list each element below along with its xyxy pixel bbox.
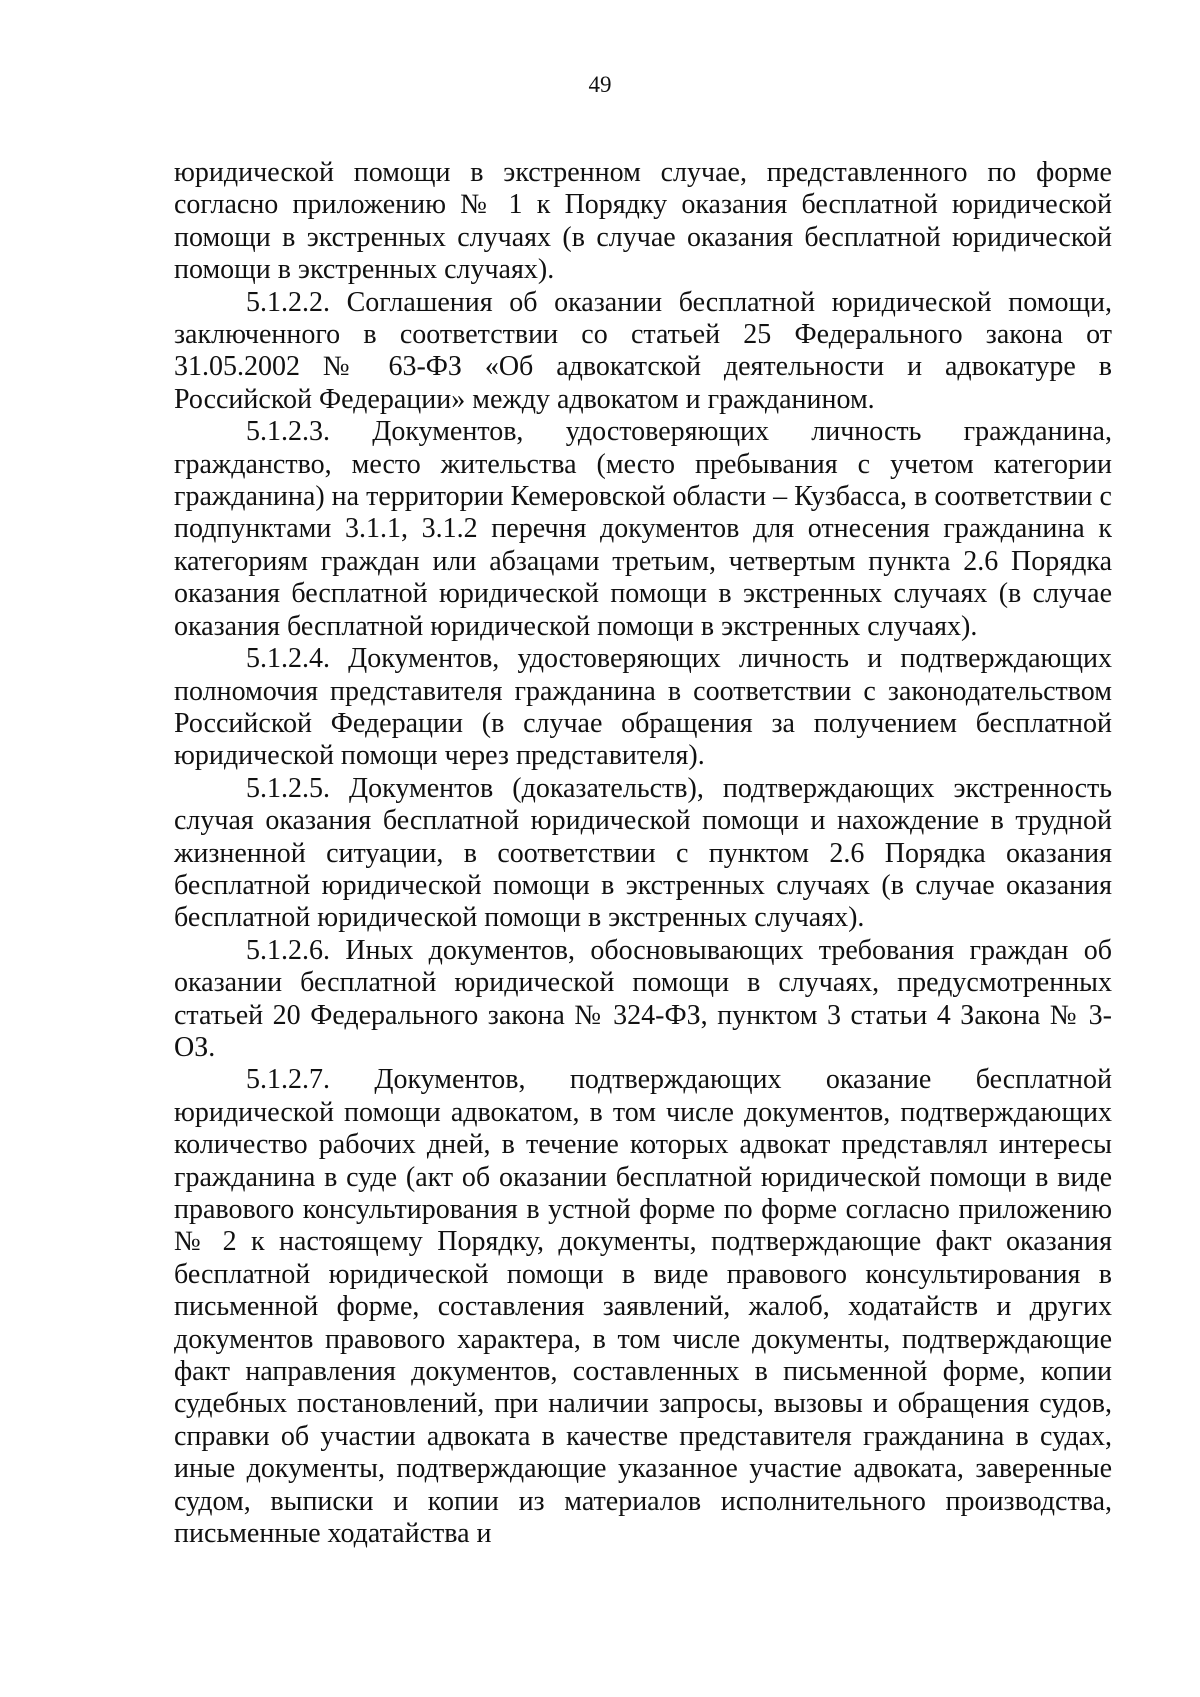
document-body	[174, 157, 1112, 1550]
paragraph-5-1-2-2: 5.1.2.2. Соглашения об оказании бесплатной юридической помощи, заключенного в соответствии со статьей 25 Федерального закона от 31.05.2002 № 63-ФЗ «Об адвокатской деятельности и адвокатуре в Российской Федерации» между адвокатом и гражданином.	[174, 286, 1112, 415]
paragraph-5-1-2-4: 5.1.2.4. Документов, удостоверяющих личность и подтверждающих полномочия представителя гражданина в соответствии с законодательством Российской Федерации (в случае обращения за получением бесплатной юридической помощи через представителя).	[174, 643, 1112, 772]
page-number: 49	[588, 72, 612, 97]
paragraph-5-1-2-5: 5.1.2.5. Документов (доказательств), подтверждающих экстренность случая оказания бесплатной юридической помощи и нахождение в трудной жизненной ситуации, в соответствии с пунктом 2.6 Порядка оказания бесплатной юридической помощи в экстренных случаях (в случае оказания бесплатной юридической помощи в экстренных случаях).	[174, 772, 1112, 934]
paragraph-5-1-2-6: 5.1.2.6. Иных документов, обосновывающих требования граждан об оказании бесплатной юридической помощи в случаях, предусмотренных статьей 20 Федерального закона № 324-ФЗ, пунктом 3 статьи 4 Закона № 3-ОЗ.	[174, 934, 1112, 1063]
paragraph-5-1-2-7: 5.1.2.7. Документов, подтверждающих оказание бесплатной юридической помощи адвокатом, в том числе документов, подтверждающих количество рабочих дней, в течение которых адвокат представлял интересы гражданина в суде (акт об оказании бесплатной юридической помощи в виде правового консультирования в устной форме по форме согласно приложению № 2 к настоящему Порядку, документы, подтверждающие факт оказания бесплатной юридической помощи в виде правового консультирования в письменной форме, составления заявлений, жалоб, ходатайств и других документов правового характера, в том числе документы, подтверждающие факт направления документов, составленных в письменной форме, копии судебных постановлений, при наличии запросы, вызовы и обращения судов, справки об участии адвоката в качестве представителя гражданина в судах, иные документы, подтверждающие указанное участие адвоката, заверенные судом, выписки и копии из материалов исполнительного производства, письменные ходатайства и	[174, 1064, 1112, 1550]
paragraph-5-1-2-3: 5.1.2.3. Документов, удостоверяющих личность гражданина, гражданство, место жительства (место пребывания с учетом категории гражданина) на территории Кемеровской области – Кузбасса, в соответствии с подпунктами 3.1.1, 3.1.2 перечня документов для отнесения гражданина к категориям граждан или абзацами третьим, четвертым пункта 2.6 Порядка оказания бесплатной юридической помощи в экстренных случаях (в случае оказания бесплатной юридической помощи в экстренных случаях).	[174, 416, 1112, 642]
paragraph-continuation: юридической помощи в экстренном случае, представленного по форме согласно приложению № 1 к Порядку оказания бесплатной юридической помощи в экстренных случаях (в случае оказания бесплатной юридической помощи в экстренных случаях).	[174, 157, 1112, 286]
